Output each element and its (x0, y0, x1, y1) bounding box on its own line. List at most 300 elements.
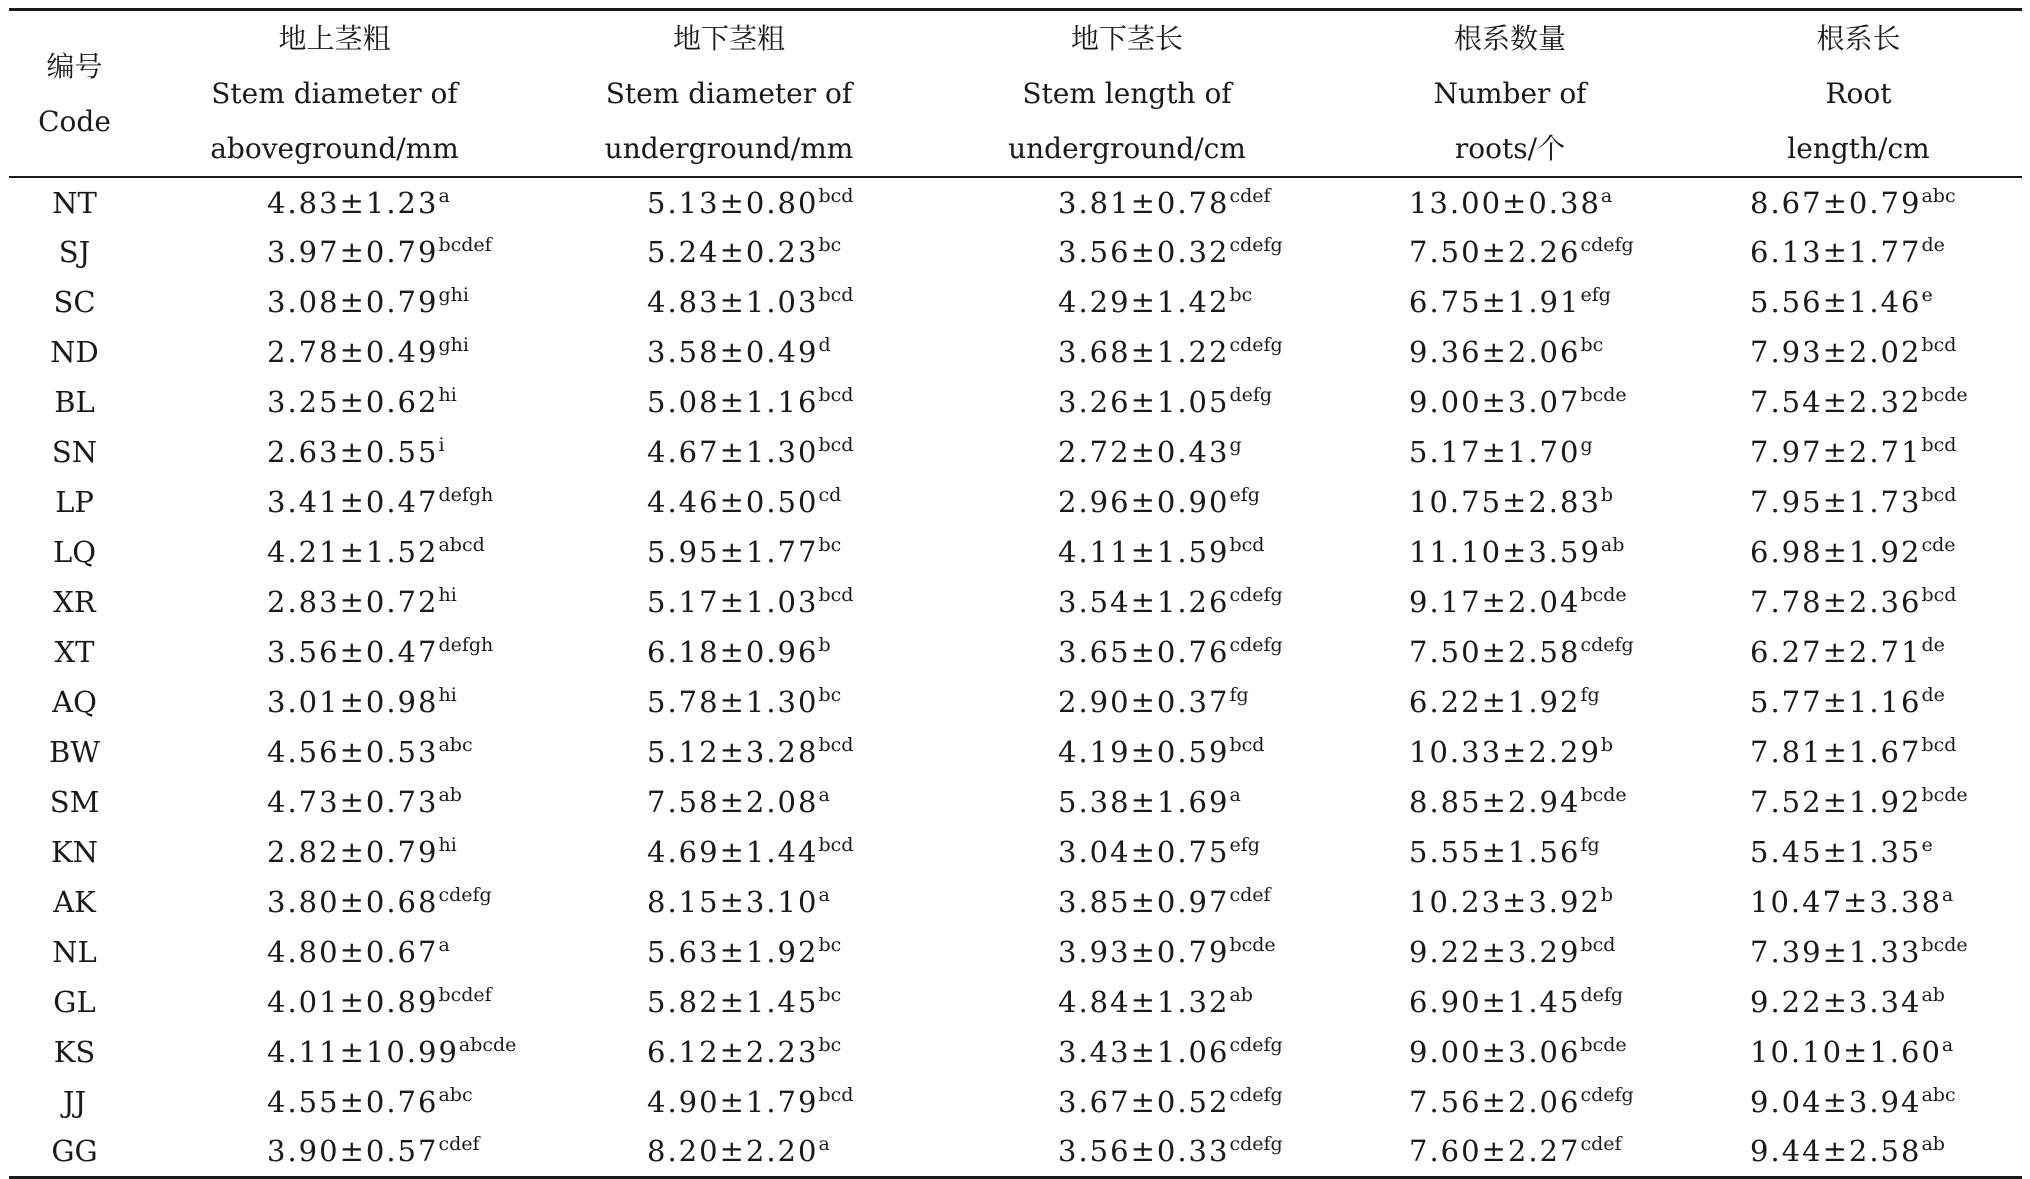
significance-letters: bcde (1229, 934, 1276, 956)
significance-letters: bcde (1580, 1034, 1627, 1056)
significance-letters: b (1600, 884, 1614, 906)
significance-letters: abcd (438, 534, 485, 556)
value-cell (1695, 1027, 2022, 1077)
value-cell (929, 327, 1325, 377)
mean-sd-value: 4.73±0.73 (267, 785, 439, 819)
value-cell (1325, 177, 1695, 227)
value-cell (929, 977, 1325, 1027)
mean-sd-value: 7.56±2.06 (1409, 1085, 1581, 1119)
header-line-zh: 地上茎粗 (278, 22, 391, 55)
mean-sd-value: 3.90±0.57 (267, 1134, 439, 1169)
value-cell (1325, 577, 1695, 627)
mean-sd-value: 5.45±1.35 (1750, 835, 1922, 869)
table-row (9, 877, 2022, 927)
table-row (9, 627, 2022, 677)
mean-sd-value: 4.46±0.50 (647, 485, 819, 519)
significance-letters: bcd (1229, 734, 1265, 756)
value-cell (529, 1077, 929, 1127)
value-cell (529, 527, 929, 577)
header-line-unit: underground/mm (604, 132, 854, 165)
value-cell (1325, 827, 1695, 877)
mean-sd-value: 9.00±3.06 (1409, 1035, 1581, 1069)
significance-letters: cdef (1229, 884, 1271, 906)
value-cell (1325, 427, 1695, 477)
table-row (9, 227, 2022, 277)
value-cell (529, 277, 929, 327)
value-cell (1695, 427, 2022, 477)
value-cell (1325, 477, 1695, 527)
significance-letters: hi (438, 684, 457, 706)
mean-sd-value: 10.75±2.83 (1409, 485, 1601, 519)
mean-sd-value: 7.39±1.33 (1750, 935, 1922, 969)
mean-sd-value: 10.10±1.60 (1750, 1035, 1942, 1069)
mean-sd-value: 7.93±2.02 (1750, 335, 1922, 369)
mean-sd-value: 10.47±3.38 (1750, 885, 1942, 919)
header-root-length (1695, 10, 2022, 178)
significance-letters: defg (1229, 384, 1273, 406)
value-cell (1325, 927, 1695, 977)
mean-sd-value: 9.22±3.34 (1750, 985, 1922, 1019)
value-cell (529, 477, 929, 527)
mean-sd-value: 3.56±0.47 (267, 635, 439, 669)
value-cell (140, 427, 529, 477)
value-cell (140, 827, 529, 877)
mean-sd-value: 4.55±0.76 (267, 1085, 439, 1119)
value-cell (1695, 1127, 2022, 1177)
mean-sd-value: 2.78±0.49 (267, 335, 439, 369)
significance-letters: bcd (818, 1084, 854, 1106)
header-line-zh: 根系数量 (1453, 22, 1566, 55)
significance-letters: e (1921, 284, 1933, 306)
code-cell: ND (50, 335, 99, 369)
value-cell (1695, 477, 2022, 527)
significance-letters: bcde (1921, 384, 1968, 406)
value-cell (1695, 227, 2022, 277)
mean-sd-value: 9.00±3.07 (1409, 385, 1581, 419)
code-cell: NT (52, 185, 97, 220)
mean-sd-value: 4.11±1.59 (1058, 535, 1230, 569)
value-cell (929, 377, 1325, 427)
value-cell (140, 527, 529, 577)
mean-sd-value: 9.36±2.06 (1409, 335, 1581, 369)
mean-sd-value: 5.77±1.16 (1750, 685, 1922, 719)
significance-letters: cdefg (1229, 1133, 1283, 1156)
code-cell: SC (53, 285, 96, 319)
significance-letters: bc (1229, 284, 1253, 306)
value-cell (929, 477, 1325, 527)
significance-letters: bcde (1580, 584, 1627, 606)
mean-sd-value: 6.27±2.71 (1750, 635, 1922, 669)
value-cell (140, 877, 529, 927)
table-row (9, 1127, 2022, 1177)
significance-letters: abc (1921, 184, 1956, 207)
significance-letters: a (1941, 884, 1954, 906)
code-cell: SM (49, 785, 100, 819)
code-cell: SN (51, 435, 98, 469)
value-cell (1325, 677, 1695, 727)
value-cell (1695, 277, 2022, 327)
code-cell: NL (52, 935, 97, 969)
significance-letters: ghi (438, 284, 469, 306)
significance-letters: b (1600, 734, 1614, 756)
mean-sd-value: 3.97±0.79 (267, 235, 439, 269)
code-cell: KN (50, 835, 99, 869)
mean-sd-value: 8.15±3.10 (647, 885, 819, 919)
mean-sd-value: 4.29±1.42 (1058, 285, 1230, 319)
mean-sd-value: 10.23±3.92 (1409, 885, 1601, 919)
significance-letters: defgh (438, 634, 494, 656)
significance-letters: bcd (818, 434, 854, 456)
header-line-zh: 地下茎粗 (672, 22, 785, 55)
mean-sd-value: 2.82±0.79 (267, 835, 439, 869)
value-cell (1325, 877, 1695, 927)
significance-letters: bcd (1921, 484, 1957, 506)
mean-sd-value: 2.63±0.55 (267, 435, 439, 469)
table-row (9, 327, 2022, 377)
mean-sd-value: 10.33±2.29 (1409, 735, 1601, 769)
value-cell (1325, 1027, 1695, 1077)
value-cell (929, 927, 1325, 977)
code-cell: LQ (52, 535, 97, 569)
mean-sd-value: 3.80±0.68 (267, 885, 439, 919)
code-cell: BL (54, 385, 95, 419)
mean-sd-value: 2.96±0.90 (1058, 485, 1230, 519)
value-cell (140, 927, 529, 977)
mean-sd-value: 4.67±1.30 (647, 435, 819, 469)
mean-sd-value: 4.90±1.79 (647, 1085, 819, 1119)
significance-letters: bcde (1580, 384, 1627, 406)
mean-sd-value: 5.12±3.28 (647, 735, 819, 769)
value-cell (529, 327, 929, 377)
mean-sd-value: 5.82±1.45 (647, 985, 819, 1019)
value-cell (1695, 177, 2022, 227)
significance-letters: a (818, 784, 830, 806)
value-cell (529, 1127, 929, 1177)
significance-letters: cdefg (1229, 234, 1283, 256)
mean-sd-value: 2.83±0.72 (267, 585, 439, 619)
mean-sd-value: 6.13±1.77 (1750, 235, 1922, 269)
value-cell (929, 227, 1325, 277)
significance-letters: ab (1921, 1133, 1945, 1156)
significance-letters: g (1229, 434, 1242, 456)
significance-letters: bc (1580, 334, 1604, 356)
code-cell: KS (53, 1035, 96, 1069)
mean-sd-value: 5.17±1.03 (647, 585, 819, 619)
table-row (9, 377, 2022, 427)
value-cell (529, 227, 929, 277)
value-cell (529, 177, 929, 227)
value-cell (140, 327, 529, 377)
mean-sd-value: 5.13±0.80 (647, 185, 819, 220)
significance-letters: de (1921, 634, 1945, 656)
mean-sd-value: 6.12±2.23 (647, 1035, 819, 1069)
significance-letters: bcde (1580, 784, 1627, 806)
value-cell (929, 527, 1325, 577)
significance-letters: bcd (818, 734, 854, 756)
significance-letters: abc (438, 734, 473, 756)
header-code-zh: 编号 (46, 49, 103, 83)
header-code (9, 10, 140, 178)
significance-letters: ab (1921, 984, 1945, 1006)
table-row (9, 727, 2022, 777)
value-cell (1325, 777, 1695, 827)
significance-letters: hi (438, 834, 457, 856)
mean-sd-value: 3.08±0.79 (267, 285, 439, 319)
value-cell (140, 1127, 529, 1177)
header-row (9, 10, 2022, 178)
mean-sd-value: 6.90±1.45 (1409, 985, 1581, 1019)
value-cell (1695, 927, 2022, 977)
significance-letters: bcd (818, 384, 854, 406)
significance-letters: de (1921, 234, 1945, 256)
mean-sd-value: 4.01±0.89 (267, 985, 439, 1019)
mean-sd-value: 4.80±0.67 (267, 935, 439, 969)
header-code-en: Code (38, 104, 111, 138)
value-cell (529, 1027, 929, 1077)
mean-sd-value: 7.58±2.08 (647, 785, 819, 819)
mean-sd-value: 8.85±2.94 (1409, 785, 1581, 819)
significance-letters: cdefg (1580, 1084, 1634, 1106)
value-cell (1325, 227, 1695, 277)
significance-letters: bcd (818, 284, 854, 306)
value-cell (929, 1127, 1325, 1177)
header-line-unit: underground/cm (1008, 132, 1246, 165)
significance-letters: cdefg (1580, 634, 1634, 656)
code-cell: GG (9, 1127, 140, 1177)
significance-letters: e (1921, 834, 1933, 856)
header-line-en: Root (1825, 77, 1892, 110)
value-cell (1325, 527, 1695, 577)
significance-letters: hi (438, 384, 457, 406)
value-cell (140, 677, 529, 727)
significance-letters: defg (1580, 984, 1624, 1006)
mean-sd-value: 7.52±1.92 (1750, 785, 1922, 819)
header-number-of-roots (1325, 10, 1695, 178)
value-cell (1695, 577, 2022, 627)
significance-letters: a (818, 1133, 830, 1156)
header-line-unit: aboveground/mm (210, 132, 459, 165)
value-cell (529, 677, 929, 727)
mean-sd-value: 7.81±1.67 (1750, 735, 1922, 769)
value-cell (929, 1027, 1325, 1077)
significance-letters: b (1600, 484, 1614, 506)
mean-sd-value: 3.56±0.32 (1058, 235, 1230, 269)
significance-letters: a (438, 184, 450, 207)
mean-sd-value: 5.24±0.23 (647, 235, 819, 269)
code-cell: SJ (58, 235, 91, 269)
significance-letters: defgh (438, 484, 494, 506)
table-row (9, 527, 2022, 577)
value-cell (529, 927, 929, 977)
mean-sd-value: 3.26±1.05 (1058, 385, 1230, 419)
code-cell: BW (48, 735, 101, 769)
significance-letters: bcde (1921, 934, 1968, 956)
significance-letters: cdef (438, 1133, 480, 1156)
mean-sd-value: 7.60±2.27 (1409, 1134, 1581, 1169)
mean-sd-value: 7.97±2.71 (1750, 435, 1922, 469)
value-cell (529, 627, 929, 677)
code-cell: XT (54, 635, 95, 669)
mean-sd-value: 8.67±0.79 (1750, 185, 1922, 220)
value-cell (140, 627, 529, 677)
mean-sd-value: 8.20±2.20 (647, 1134, 819, 1169)
significance-letters: abc (1921, 1084, 1956, 1106)
header-line-unit: length/cm (1787, 132, 1930, 165)
significance-letters: cdefg (1229, 634, 1283, 656)
significance-letters: bc (818, 934, 842, 956)
code-cell: GL (53, 985, 96, 1019)
value-cell (929, 177, 1325, 227)
mean-sd-value: 13.00±0.38 (1409, 185, 1601, 220)
mean-sd-value: 6.18±0.96 (647, 635, 819, 669)
table-row (9, 277, 2022, 327)
significance-letters: cdefg (1229, 584, 1283, 606)
significance-letters: efg (1229, 484, 1260, 506)
value-cell (929, 277, 1325, 327)
table-body (9, 177, 2022, 1177)
value-cell (929, 627, 1325, 677)
significance-letters: de (1921, 684, 1945, 706)
value-cell (1695, 827, 2022, 877)
table-row (9, 577, 2022, 627)
value-cell (1695, 877, 2022, 927)
value-cell (529, 727, 929, 777)
significance-letters: bc (818, 984, 842, 1006)
value-cell (1695, 327, 2022, 377)
value-cell (1695, 377, 2022, 427)
mean-sd-value: 5.17±1.70 (1409, 435, 1581, 469)
header-stem-diameter-aboveground (140, 10, 529, 178)
significance-letters: efg (1229, 834, 1260, 856)
value-cell (140, 577, 529, 627)
mean-sd-value: 3.67±0.52 (1058, 1085, 1230, 1119)
significance-letters: abcde (458, 1034, 517, 1056)
mean-sd-value: 7.54±2.32 (1750, 385, 1922, 419)
table-row (9, 1027, 2022, 1077)
table-row (9, 827, 2022, 877)
mean-sd-value: 4.83±1.03 (647, 285, 819, 319)
mean-sd-value: 5.38±1.69 (1058, 785, 1230, 819)
code-cell: LP (55, 485, 94, 519)
mean-sd-value: 6.22±1.92 (1409, 685, 1581, 719)
significance-letters: cd (818, 484, 842, 506)
mean-sd-value: 5.08±1.16 (647, 385, 819, 419)
significance-letters: bcd (1921, 434, 1957, 456)
significance-letters: g (1580, 434, 1593, 456)
value-cell (529, 577, 929, 627)
significance-letters: bc (818, 234, 842, 256)
mean-sd-value: 3.58±0.49 (647, 335, 819, 369)
significance-letters: cdefg (1580, 234, 1634, 256)
mean-sd-value: 9.04±3.94 (1750, 1085, 1922, 1119)
significance-letters: cdefg (1229, 334, 1283, 356)
significance-letters: efg (1580, 284, 1611, 306)
mean-sd-value: 3.54±1.26 (1058, 585, 1230, 619)
mean-sd-value: 4.84±1.32 (1058, 985, 1230, 1019)
value-cell (140, 1027, 529, 1077)
table-row (9, 477, 2022, 527)
significance-letters: bc (818, 1034, 842, 1056)
mean-sd-value: 4.19±0.59 (1058, 735, 1230, 769)
mean-sd-value: 5.63±1.92 (647, 935, 819, 969)
mean-sd-value: 3.81±0.78 (1058, 185, 1230, 220)
significance-letters: ghi (438, 334, 469, 356)
mean-sd-value: 7.95±1.73 (1750, 485, 1922, 519)
significance-letters: cdefg (1229, 1084, 1283, 1106)
mean-sd-value: 3.65±0.76 (1058, 635, 1230, 669)
value-cell (140, 227, 529, 277)
value-cell (140, 727, 529, 777)
header-line-en: Number of (1433, 77, 1587, 110)
significance-letters: cdefg (438, 884, 492, 906)
table-row (9, 777, 2022, 827)
significance-letters: bc (818, 534, 842, 556)
mean-sd-value: 11.10±3.59 (1409, 535, 1601, 569)
header-line-zh: 根系长 (1816, 22, 1901, 55)
value-cell (529, 977, 929, 1027)
value-cell (1325, 627, 1695, 677)
header-line-zh: 地下茎长 (1070, 22, 1183, 55)
value-cell (140, 1077, 529, 1127)
significance-letters: a (438, 934, 450, 956)
mean-sd-value: 3.04±0.75 (1058, 835, 1230, 869)
mean-sd-value: 3.25±0.62 (267, 385, 439, 419)
value-cell (929, 677, 1325, 727)
code-cell: XR (53, 585, 96, 619)
mean-sd-value: 3.56±0.33 (1058, 1134, 1230, 1169)
value-cell (140, 277, 529, 327)
mean-sd-value: 4.11±10.99 (267, 1035, 459, 1069)
mean-sd-value: 4.56±0.53 (267, 735, 439, 769)
value-cell (1325, 277, 1695, 327)
value-cell (140, 377, 529, 427)
mean-sd-value: 3.68±1.22 (1058, 335, 1230, 369)
mean-sd-value: 9.44±2.58 (1750, 1134, 1922, 1169)
significance-letters: bcd (1921, 334, 1957, 356)
mean-sd-value: 7.50±2.58 (1409, 635, 1581, 669)
value-cell (140, 777, 529, 827)
mean-sd-value: 7.78±2.36 (1750, 585, 1922, 619)
significance-letters: d (818, 334, 831, 356)
table-header (9, 10, 2022, 178)
significance-letters: b (818, 634, 831, 656)
code-cell: AK (53, 885, 96, 919)
significance-letters: bcd (1921, 584, 1957, 606)
table-row (9, 677, 2022, 727)
significance-letters: fg (1229, 684, 1249, 706)
significance-letters: bcd (1229, 534, 1265, 556)
value-cell (1695, 777, 2022, 827)
value-cell (1695, 1077, 2022, 1127)
significance-letters: bc (818, 684, 842, 706)
significance-letters: fg (1580, 834, 1600, 856)
significance-letters: cdef (1229, 184, 1271, 207)
significance-letters: abc (438, 1084, 473, 1106)
value-cell (929, 727, 1325, 777)
value-cell (1325, 727, 1695, 777)
mean-sd-value: 2.90±0.37 (1058, 685, 1230, 719)
value-cell (529, 827, 929, 877)
code-cell: AQ (52, 685, 97, 719)
mean-sd-value: 6.98±1.92 (1750, 535, 1922, 569)
header-stem-length-underground (929, 10, 1325, 178)
value-cell (1325, 327, 1695, 377)
significance-letters: bcd (1580, 934, 1616, 956)
value-cell (529, 777, 929, 827)
value-cell (929, 427, 1325, 477)
significance-letters: hi (438, 584, 457, 606)
significance-letters: a (1600, 184, 1613, 207)
